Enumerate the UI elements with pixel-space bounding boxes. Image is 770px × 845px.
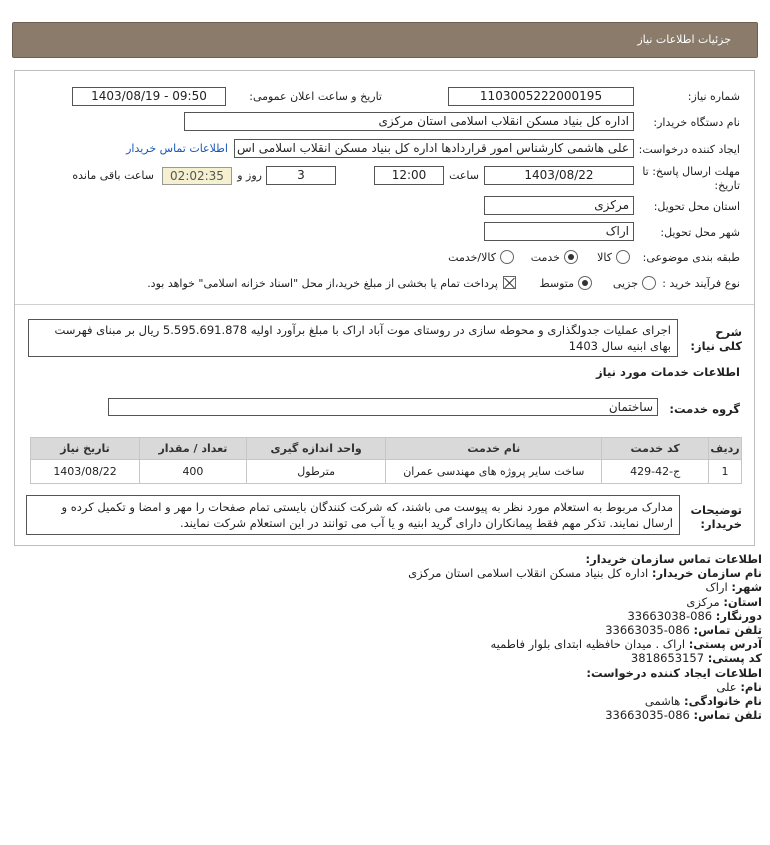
city-field: اراک [484, 222, 634, 241]
province-label: استان محل تحویل: [653, 200, 740, 213]
cell-qty: 400 [140, 460, 247, 484]
buyer-org-label: نام دستگاه خریدار: [653, 116, 740, 129]
services-table [30, 437, 742, 484]
creator-phone-label: تلفن تماس: [693, 708, 762, 723]
category-radio-goods-service[interactable] [500, 250, 514, 264]
process-label: نوع فرآیند خرید : [662, 277, 740, 290]
announce-date-label: تاریخ و ساعت اعلان عمومی: [249, 90, 382, 103]
cell-code: ج-42-429 [602, 460, 709, 484]
days-field: 3 [266, 166, 336, 185]
cell-date: 1403/08/22 [31, 460, 140, 484]
contact-province-value: مرکزی [686, 594, 720, 609]
deadline-label: مهلت ارسال پاسخ: تا [642, 165, 740, 178]
col-name: نام خدمت [386, 438, 602, 460]
col-row: ردیف [709, 438, 742, 460]
process-option-minor: جزیی [612, 277, 638, 290]
creator-name-label: نام: [740, 679, 762, 694]
days-label: روز و [237, 169, 262, 182]
cell-row: 1 [709, 460, 742, 484]
contact-province-label: استان: [723, 594, 762, 609]
contact-phone-label: تلفن تماس: [693, 623, 762, 638]
cell-name: ساخت سایر پروژه های مهندسی عمران [386, 460, 602, 484]
contact-postal-label: کد پستی: [707, 651, 762, 666]
creator-phone-value: 086-33663035 [605, 708, 690, 723]
creator-family-value: هاشمی [644, 694, 681, 709]
process-radio-medium[interactable] [578, 276, 592, 290]
contact-info [202, 552, 762, 722]
category-option-goods: کالا [597, 251, 612, 264]
time-label: ساعت [449, 169, 479, 182]
page-header [12, 22, 758, 58]
contact-fax-label: دورنگار: [715, 608, 762, 623]
contact-address-label: آدرس پستی: [688, 637, 762, 652]
treasury-note: پرداخت تمام یا بخشی از مبلغ خرید،از محل "اسناد خزانه اسلامی" خواهد بود. [147, 277, 498, 290]
notes-box [26, 495, 680, 535]
category-option-service: خدمت [530, 251, 560, 264]
description-text: اجرای عملیات جدولگذاری و محوطه سازی در روستای موت آباد اراک با مبلغ برآورد اولیه 5.595.691.878 ریال بر مبنای فهرست بهای ابنیه سال 1403 [54, 323, 671, 353]
buyer-org-contact-label: نام سازمان خریدار: [651, 566, 762, 581]
process-option-medium: متوسط [539, 277, 574, 290]
service-group-label: گروه خدمت: [669, 402, 740, 416]
buyer-contact-link[interactable]: اطلاعات تماس خریدار [126, 142, 228, 155]
deadline-date-field: 1403/08/22 [484, 166, 634, 185]
category-radio-service[interactable] [564, 250, 578, 264]
contact-city-value: اراک [705, 580, 728, 595]
announce-date-field: 1403/08/19 - 09:50 [72, 87, 226, 106]
province-field: مرکزی [484, 196, 634, 215]
table-row [31, 460, 742, 484]
service-group-field: ساختمان [108, 398, 658, 416]
buyer-org-field: اداره کل بنیاد مسکن انقلاب اسلامی استان مرکزی [184, 112, 634, 131]
remaining-label: ساعت باقی مانده [72, 169, 154, 182]
table-header-row [31, 438, 742, 460]
services-title: اطلاعات خدمات مورد نیاز [596, 365, 740, 379]
category-label: طبقه بندی موضوعی: [642, 251, 740, 264]
creator-name-value: علی [716, 679, 737, 694]
notes-label: توضیحات خریدار: [690, 503, 742, 531]
contact-fax-value: 086-33663038 [627, 608, 713, 623]
category-option-goods-service: کالا/خدمت [448, 251, 496, 264]
remaining-timer: 02:02:35 [162, 167, 232, 185]
page-title: جزئیات اطلاعات نیاز [637, 33, 731, 46]
contact-phone-value: 086-33663035 [605, 623, 690, 638]
col-code: کد خدمت [602, 438, 709, 460]
description-label: شرح کلی نیاز: [690, 325, 742, 353]
contact-city-label: شهر: [731, 580, 762, 595]
process-radio-minor[interactable] [642, 276, 656, 290]
cell-unit: مترطول [246, 460, 386, 484]
need-number-field: 1103005222000195 [448, 87, 634, 106]
buyer-org-contact-value: اداره کل بنیاد مسکن انقلاب اسلامی استان مرکزی [408, 566, 649, 581]
deadline-time-field: 12:00 [374, 166, 444, 185]
buyer-contact-heading: اطلاعات تماس سازمان خریدار: [585, 552, 762, 566]
divider [15, 304, 754, 305]
col-qty: تعداد / مقدار [140, 438, 247, 460]
creator-field: علی هاشمی کارشناس امور قراردادها اداره کل بنیاد مسکن انقلاب اسلامی اس [234, 139, 634, 158]
creator-family-label: نام خانوادگی: [684, 694, 762, 709]
creator-contact-heading: اطلاعات ایجاد کننده درخواست: [586, 665, 762, 680]
deadline-date-label: تاریخ: [714, 179, 740, 192]
category-radio-goods[interactable] [616, 250, 630, 264]
description-box [28, 319, 678, 357]
col-date: تاریخ نیاز [31, 438, 140, 460]
notes-text: مدارک مربوط به استعلام مورد نظر به پیوست می باشند، که شرکت کنندگان بایستی تمام صفحات را مهر و امضا و تکمیل کرده و ارسال نمایند. تذکر مهم فقط پیمانکاران دارای گرید ابنیه و یا آب می توانند در این استعلام شرکت نمایند. [61, 500, 673, 530]
contact-address-value: اراک . میدان حافظیه ابتدای بلوار فاطمیه [490, 637, 686, 652]
creator-label: ایجاد کننده درخواست: [638, 143, 740, 156]
city-label: شهر محل تحویل: [660, 226, 740, 239]
details-panel [14, 70, 755, 546]
col-unit: واحد اندازه گیری [246, 438, 386, 460]
contact-postal-value: 3818653157 [630, 651, 705, 666]
need-number-label: شماره نیاز: [687, 90, 740, 103]
treasury-checkbox[interactable] [503, 276, 516, 289]
